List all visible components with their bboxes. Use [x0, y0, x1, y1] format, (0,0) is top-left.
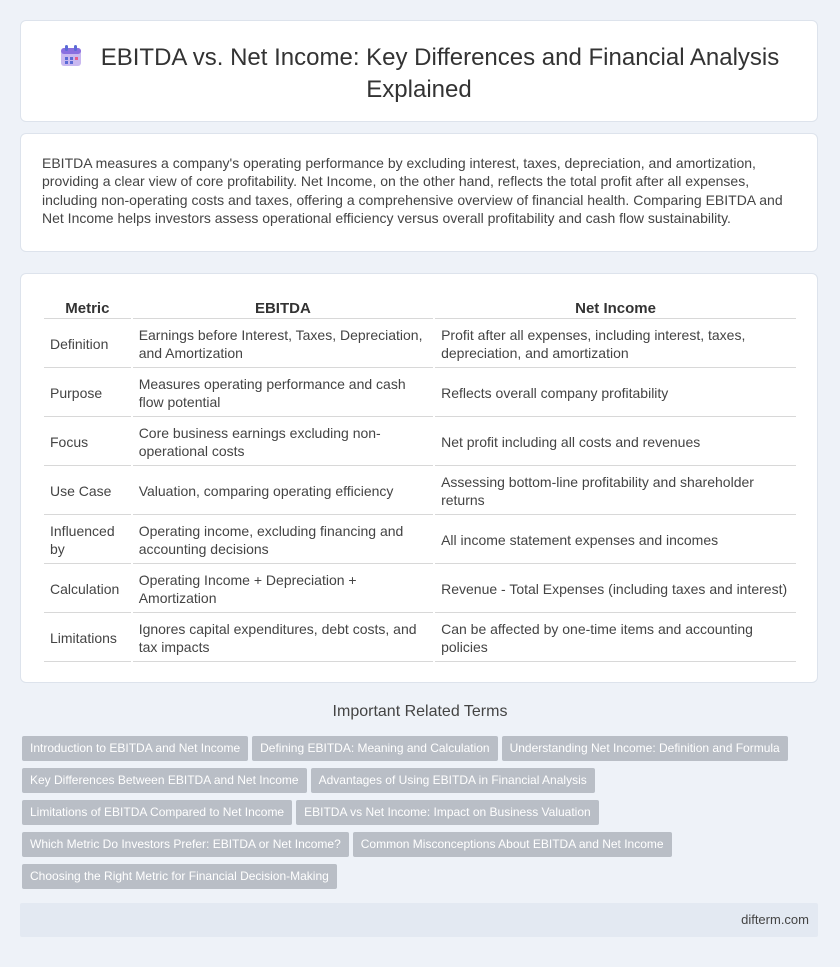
ebitda-cell: Valuation, comparing operating efficiency — [133, 468, 433, 515]
metric-cell: Focus — [44, 419, 131, 466]
footer — [20, 903, 818, 937]
table-row — [44, 517, 796, 564]
ebitda-cell: Ignores capital expenditures, debt costs, and tax impacts — [133, 615, 433, 662]
related-term-link[interactable]: Common Misconceptions About EBITDA and Net Income — [353, 832, 672, 857]
intro-card — [20, 133, 818, 252]
metric-cell: Use Case — [44, 468, 131, 515]
table-row — [44, 370, 796, 417]
related-term-link[interactable]: Introduction to EBITDA and Net Income — [22, 736, 248, 761]
calendar-icon — [59, 44, 83, 75]
column-header: EBITDA — [133, 298, 433, 319]
table-row — [44, 468, 796, 515]
metric-cell: Limitations — [44, 615, 131, 662]
intro-text: EBITDA measures a company's operating performance by excluding interest, taxes, depreciation, and amortization, providing a clear view of core profitability. Net Income, on the other hand, reflects the total profit after all expenses, including non-operating costs and taxes, offering a comprehensive overview of financial health. Comparing EBITDA and Net Income helps investors assess operational efficiency versus overall profitability and cash flow sustainability. — [42, 155, 783, 226]
related-term-link[interactable]: Limitations of EBITDA Compared to Net Income — [22, 800, 292, 825]
related-terms-title: Important Related Terms — [332, 703, 508, 720]
comparison-table — [42, 296, 798, 664]
net-income-cell: Assessing bottom-line profitability and shareholder returns — [435, 468, 796, 515]
net-income-cell: Net profit including all costs and revenues — [435, 419, 796, 466]
related-term-link[interactable]: Advantages of Using EBITDA in Financial Analysis — [311, 768, 595, 793]
ebitda-cell: Core business earnings excluding non-operational costs — [133, 419, 433, 466]
related-term-link[interactable]: Which Metric Do Investors Prefer: EBITDA or Net Income? — [22, 832, 349, 857]
ebitda-cell: Earnings before Interest, Taxes, Depreciation, and Amortization — [133, 321, 433, 368]
column-header: Metric — [44, 298, 131, 319]
net-income-cell: All income statement expenses and incomes — [435, 517, 796, 564]
related-term-link[interactable]: Choosing the Right Metric for Financial Decision-Making — [22, 864, 337, 889]
related-term-link[interactable]: EBITDA vs Net Income: Impact on Business Valuation — [296, 800, 599, 825]
metric-cell: Influenced by — [44, 517, 131, 564]
ebitda-cell: Operating income, excluding financing and accounting decisions — [133, 517, 433, 564]
page-header — [20, 20, 818, 122]
net-income-cell: Profit after all expenses, including interest, taxes, depreciation, and amortization — [435, 321, 796, 368]
related-terms-list — [22, 736, 812, 896]
metric-cell: Purpose — [44, 370, 131, 417]
title-line-1: EBITDA vs. Net Income: Key Differences and Financial Analysis — [100, 44, 780, 71]
table-row — [44, 419, 796, 466]
title-line-2: Explained — [366, 76, 472, 103]
net-income-cell: Can be affected by one-time items and accounting policies — [435, 615, 796, 662]
table-row — [44, 566, 796, 613]
comparison-card — [20, 273, 818, 683]
related-term-link[interactable]: Defining EBITDA: Meaning and Calculation — [252, 736, 497, 761]
net-income-cell: Reflects overall company profitability — [435, 370, 796, 417]
table-row — [44, 321, 796, 368]
metric-cell: Calculation — [44, 566, 131, 613]
table-header-row — [44, 298, 796, 319]
table-row — [44, 615, 796, 662]
ebitda-cell: Measures operating performance and cash flow potential — [133, 370, 433, 417]
net-income-cell: Revenue - Total Expenses (including taxes and interest) — [435, 566, 796, 613]
footer-brand[interactable]: difterm.com — [741, 912, 809, 927]
ebitda-cell: Operating Income + Depreciation + Amortization — [133, 566, 433, 613]
page-title — [21, 43, 817, 104]
column-header: Net Income — [435, 298, 796, 319]
metric-cell: Definition — [44, 321, 131, 368]
related-term-link[interactable]: Key Differences Between EBITDA and Net Income — [22, 768, 307, 793]
related-term-link[interactable]: Understanding Net Income: Definition and Formula — [502, 736, 788, 761]
